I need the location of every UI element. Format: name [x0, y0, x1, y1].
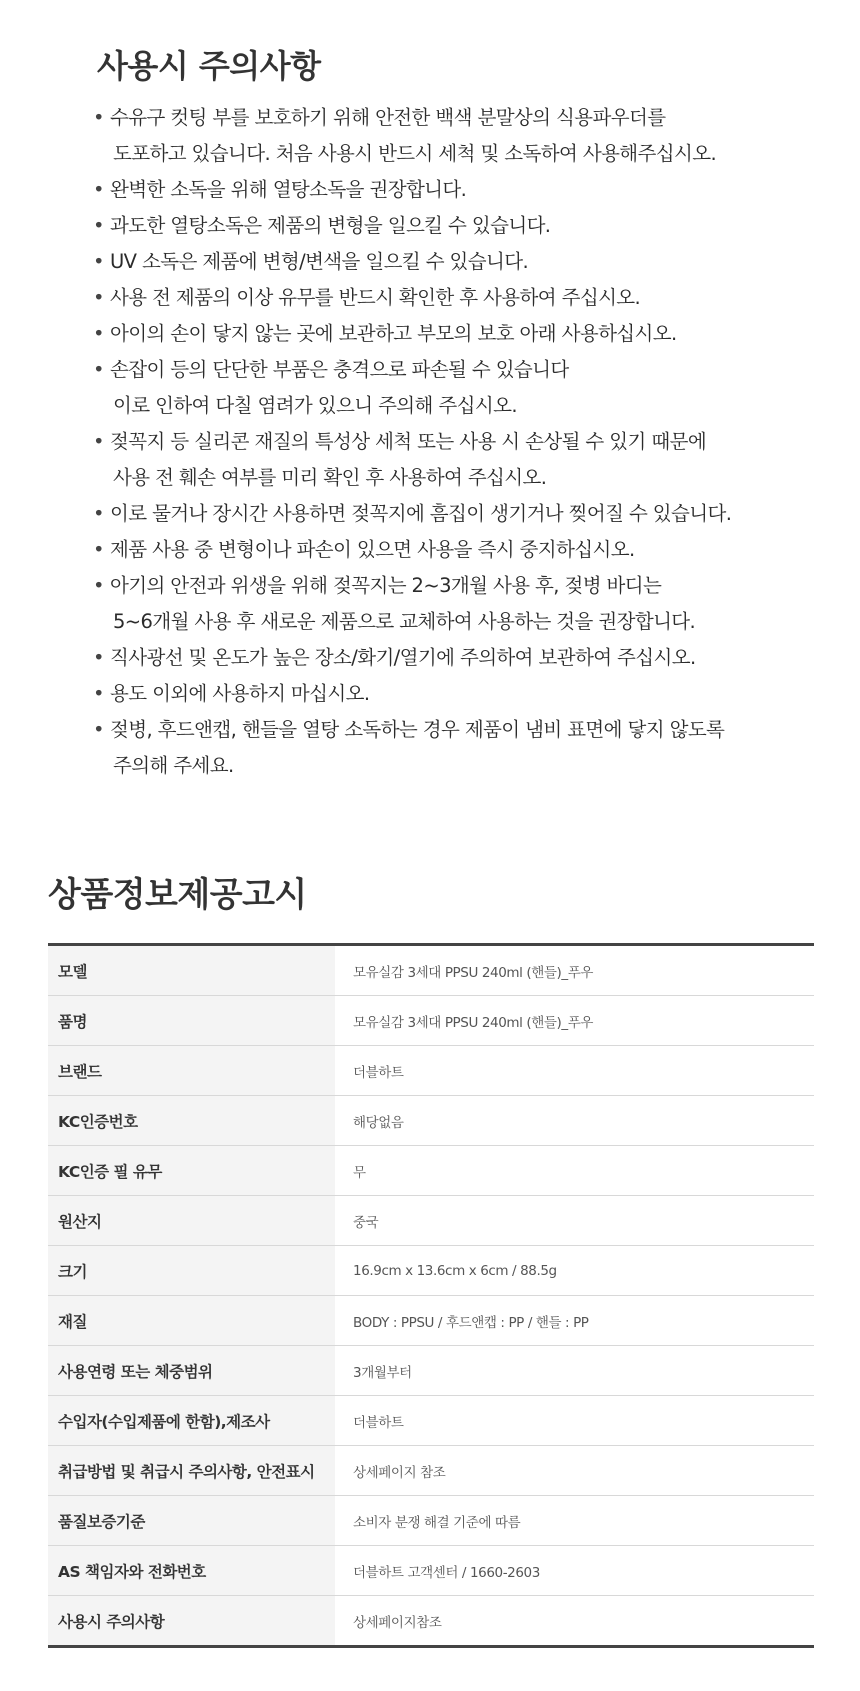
row-value: 모유실감 3세대 PPSU 240ml (핸들)_푸우 — [335, 945, 814, 996]
caution-item — [93, 280, 813, 316]
caution-item-line: 이로 인하여 다칠 염려가 있으니 주의해 주십시오. — [113, 394, 517, 417]
row-value: 해당없음 — [335, 1096, 814, 1146]
row-label: 취급방법 및 취급시 주의사항, 안전표시 — [48, 1446, 335, 1496]
row-value: 소비자 분쟁 해결 기준에 따름 — [335, 1496, 814, 1546]
caution-item — [93, 244, 813, 280]
caution-item-line: 제품 사용 중 변형이나 파손이 있으면 사용을 즉시 중지하십시오. — [110, 538, 635, 561]
caution-item-line: 손잡이 등의 단단한 부품은 충격으로 파손될 수 있습니다 — [110, 358, 569, 381]
table-row — [48, 1346, 814, 1396]
bullet-dot: • — [93, 250, 104, 273]
caution-item-line: 도포하고 있습니다. 처음 사용시 반드시 세척 및 소독하여 사용해주십시오. — [113, 142, 717, 165]
caution-item-line: 젖꼭지 등 실리콘 재질의 특성상 세척 또는 사용 시 손상될 수 있기 때문에 — [110, 430, 707, 453]
table-row — [48, 1096, 814, 1146]
table-row — [48, 1396, 814, 1446]
bullet-dot: • — [93, 538, 104, 561]
table-row — [48, 1496, 814, 1546]
row-value: BODY : PPSU / 후드앤캡 : PP / 핸들 : PP — [335, 1296, 814, 1346]
caution-item-line: 이로 물거나 장시간 사용하면 젖꼭지에 흠집이 생기거나 찢어질 수 있습니다. — [110, 502, 732, 525]
table-row — [48, 945, 814, 996]
row-value: 모유실감 3세대 PPSU 240ml (핸들)_푸우 — [335, 996, 814, 1046]
caution-item-line: UV 소독은 제품에 변형/변색을 일으킬 수 있습니다. — [110, 250, 529, 273]
product-info-table — [48, 943, 814, 1648]
row-label: KC인증 필 유무 — [48, 1146, 335, 1196]
caution-item-line: 아이의 손이 닿지 않는 곳에 보관하고 부모의 보호 아래 사용하십시오. — [110, 322, 677, 345]
caution-item — [93, 532, 813, 568]
caution-item — [93, 676, 813, 712]
bullet-dot: • — [93, 358, 104, 381]
row-label: 브랜드 — [48, 1046, 335, 1096]
caution-item-line: 수유구 컷팅 부를 보호하기 위해 안전한 백색 분말상의 식용파우더를 — [110, 106, 666, 129]
caution-item-line: 주의해 주세요. — [113, 754, 234, 777]
bullet-dot: • — [93, 574, 104, 597]
caution-item — [93, 100, 813, 172]
row-value: 더블하트 고객센터 / 1660-2603 — [335, 1546, 814, 1596]
caution-item-line: 완벽한 소독을 위해 열탕소독을 권장합니다. — [110, 178, 467, 201]
caution-item-line: 젖병, 후드앤캡, 핸들을 열탕 소독하는 경우 제품이 냄비 표면에 닿지 않도록 — [110, 718, 725, 741]
table-row — [48, 1596, 814, 1647]
caution-title: 사용시 주의사항 — [97, 47, 321, 85]
row-label: 크기 — [48, 1246, 335, 1296]
caution-item-line: 사용 전 제품의 이상 유무를 반드시 확인한 후 사용하여 주십시오. — [110, 286, 641, 309]
caution-item — [93, 640, 813, 676]
caution-list — [93, 100, 813, 784]
caution-item-line: 아기의 안전과 위생을 위해 젖꼭지는 2~3개월 사용 후, 젖병 바디는 — [110, 574, 662, 597]
row-label: 사용연령 또는 체중범위 — [48, 1346, 335, 1396]
product-info-title: 상품정보제공고시 — [48, 875, 307, 915]
table-row — [48, 1296, 814, 1346]
bullet-dot: • — [93, 646, 104, 669]
row-label: 품질보증기준 — [48, 1496, 335, 1546]
table-row — [48, 1196, 814, 1246]
row-value: 더블하트 — [335, 1046, 814, 1096]
row-label: 재질 — [48, 1296, 335, 1346]
bullet-dot: • — [93, 214, 104, 237]
caution-section — [93, 44, 797, 777]
bullet-dot: • — [93, 178, 104, 201]
caution-item — [93, 424, 813, 496]
row-value: 16.9cm x 13.6cm x 6cm / 88.5g — [335, 1246, 814, 1296]
row-value: 무 — [335, 1146, 814, 1196]
product-info-section — [48, 870, 814, 1631]
row-label: 모델 — [48, 945, 335, 996]
bullet-dot: • — [93, 322, 104, 345]
table-row — [48, 1546, 814, 1596]
caution-item — [93, 316, 813, 352]
row-value: 더블하트 — [335, 1396, 814, 1446]
table-row — [48, 1046, 814, 1096]
table-row — [48, 1446, 814, 1496]
caution-item-line: 과도한 열탕소독은 제품의 변형을 일으킬 수 있습니다. — [110, 214, 551, 237]
row-label: 품명 — [48, 996, 335, 1046]
bullet-dot: • — [93, 682, 104, 705]
row-label: AS 책임자와 전화번호 — [48, 1546, 335, 1596]
bullet-dot: • — [93, 106, 104, 129]
caution-item-line: 직사광선 및 온도가 높은 장소/화기/열기에 주의하여 보관하여 주십시오. — [110, 646, 696, 669]
caution-item-line: 5~6개월 사용 후 새로운 제품으로 교체하여 사용하는 것을 권장합니다. — [113, 610, 696, 633]
bullet-dot: • — [93, 718, 104, 741]
bullet-dot: • — [93, 502, 104, 525]
caution-item-line: 용도 이외에 사용하지 마십시오. — [110, 682, 370, 705]
bullet-dot: • — [93, 430, 104, 453]
row-label: 원산지 — [48, 1196, 335, 1246]
caution-item — [93, 352, 813, 424]
caution-item — [93, 712, 813, 784]
row-label: 수입자(수입제품에 한함),제조사 — [48, 1396, 335, 1446]
caution-item — [93, 496, 813, 532]
caution-item — [93, 172, 813, 208]
caution-item-line: 사용 전 훼손 여부를 미리 확인 후 사용하여 주십시오. — [113, 466, 547, 489]
row-value: 상세페이지참조 — [353, 1614, 442, 1631]
row-value: 상세페이지 참조 — [335, 1446, 814, 1496]
row-value: 중국 — [335, 1196, 814, 1246]
table-row — [48, 1146, 814, 1196]
row-label: KC인증번호 — [48, 1096, 335, 1146]
caution-item — [93, 568, 813, 640]
table-row — [48, 1246, 814, 1296]
row-label: 사용시 주의사항 — [48, 1596, 335, 1647]
row-value: 3개월부터 — [335, 1346, 814, 1396]
table-row — [48, 996, 814, 1046]
bullet-dot: • — [93, 286, 104, 309]
caution-item — [93, 208, 813, 244]
